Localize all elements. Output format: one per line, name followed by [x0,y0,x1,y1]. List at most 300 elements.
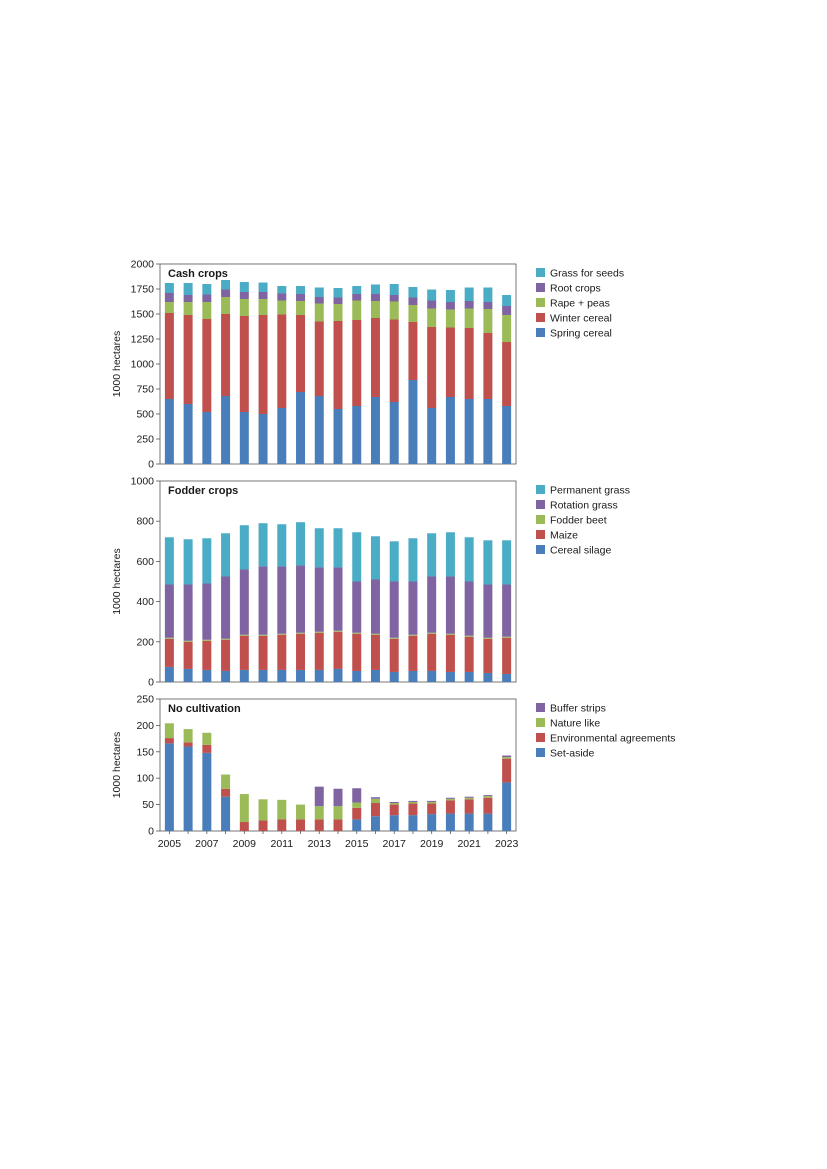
bar-segment-2017-buffer-strips [390,802,399,803]
y-tick-label: 1250 [130,333,154,346]
bar-segment-2021-rape-peas [465,309,474,329]
bar-segment-2005-root-crops [165,293,174,302]
bar-segment-2023-permanent-grass [502,540,511,584]
bar-segment-2011-grass-for-seeds [277,286,286,294]
bar-segment-2022-permanent-grass [483,540,492,584]
bar-segment-2005-grass-for-seeds [165,283,174,293]
bar-segment-2010-root-crops [259,292,268,299]
bar-segment-2016-permanent-grass [371,536,380,579]
bar-segment-2008-set-aside [221,797,230,831]
bar-segment-2020-fodder-beet [446,634,455,635]
bar-segment-2013-rotation-grass [315,567,324,631]
bar-segment-2012-root-crops [296,294,305,301]
bar-segment-2017-maize [390,639,399,672]
x-tick-label: 2011 [270,838,294,850]
bar-segment-2021-cereal-silage [465,672,474,682]
y-tick-label: 500 [136,408,154,421]
bar-segment-2015-set-aside [352,819,361,831]
bar-segment-2005-nature-like [165,723,174,738]
bar-segment-2016-grass-for-seeds [371,285,380,295]
bar-segment-2005-rape-peas [165,302,174,313]
bar-segment-2021-maize [465,637,474,672]
bar-segment-2016-rotation-grass [371,579,380,633]
bar-segment-2006-nature-like [184,729,193,742]
bar-segment-2014-spring-cereal [334,409,343,464]
panel-title: Fodder crops [168,485,239,497]
bar-segment-2022-rape-peas [483,309,492,333]
bar-segment-2020-cereal-silage [446,672,455,682]
bar-segment-2018-spring-cereal [408,380,417,464]
bar-segment-2013-grass-for-seeds [315,288,324,298]
x-tick-label: 2019 [420,838,444,850]
x-tick-label: 2015 [345,838,369,850]
bar-segment-2013-root-crops [315,297,324,304]
bar-segment-2017-rotation-grass [390,582,399,638]
bar-segment-2005-winter-cereal [165,313,174,399]
chart-panel-3 [111,694,675,851]
bar-segment-2018-fodder-beet [408,635,417,636]
bar-segment-2010-spring-cereal [259,414,268,464]
bar-segment-2023-nature-like [502,757,511,759]
bar-segment-2015-root-crops [352,294,361,301]
legend-entry: Rape + peas [550,297,610,310]
bar-segment-2023-set-aside [502,782,511,831]
bar-segment-2016-cereal-silage [371,670,380,682]
bar-segment-2005-spring-cereal [165,399,174,464]
bar-segment-2016-rape-peas [371,301,380,318]
bar-segment-2009-root-crops [240,292,249,299]
bar-segment-2010-rotation-grass [259,566,268,634]
x-tick-label: 2013 [307,838,331,850]
bar-segment-2006-grass-for-seeds [184,283,193,295]
y-tick-label: 1750 [130,283,154,296]
legend-entry: Environmental agreements [550,732,676,745]
bar-segment-2014-rotation-grass [334,567,343,630]
bar-segment-2008-rape-peas [221,297,230,314]
bar-segment-2021-winter-cereal [465,328,474,399]
bar-segment-2009-permanent-grass [240,525,249,569]
bar-segment-2005-set-aside [165,743,174,831]
bar-segment-2006-spring-cereal [184,404,193,464]
y-tick-label: 150 [136,746,154,759]
bar-segment-2019-permanent-grass [427,533,436,576]
bar-segment-2021-root-crops [465,301,474,309]
bar-segment-2014-winter-cereal [334,321,343,409]
bar-segment-2020-set-aside [446,814,455,831]
panel-title: Cash crops [168,268,228,280]
bar-segment-2008-permanent-grass [221,533,230,576]
bar-segment-2007-root-crops [202,295,211,303]
bar-segment-2009-grass-for-seeds [240,282,249,292]
legend-entry: Grass for seeds [550,267,625,280]
bar-segment-2007-nature-like [202,733,211,745]
bar-segment-2017-nature-like [390,803,399,805]
bar-segment-2015-fodder-beet [352,633,361,634]
bar-segment-2017-grass-for-seeds [390,284,399,295]
bar-segment-2019-rape-peas [427,309,436,328]
bar-segment-2022-cereal-silage [483,673,492,682]
bar-segment-2007-spring-cereal [202,412,211,464]
legend-swatch [536,718,545,727]
legend-entry: Maize [550,529,579,542]
bar-segment-2008-fodder-beet [221,639,230,640]
bar-segment-2021-fodder-beet [465,636,474,637]
legend-entry: Permanent grass [550,484,630,497]
bar-segment-2006-rape-peas [184,302,193,315]
y-tick-label: 2000 [130,258,154,271]
bar-segment-2010-permanent-grass [259,523,268,566]
bar-segment-2013-maize [315,633,324,670]
bar-segment-2023-root-crops [502,306,511,315]
chart-panel-1 [111,259,624,471]
bar-segment-2017-spring-cereal [390,402,399,464]
bar-segment-2011-cereal-silage [277,670,286,682]
bar-segment-2005-cereal-silage [165,667,174,682]
legend-swatch [536,298,545,307]
bar-segment-2011-rotation-grass [277,566,286,633]
bar-segment-2012-fodder-beet [296,633,305,634]
bar-segment-2011-rape-peas [277,301,286,315]
y-axis-title: 1000 hectares [111,548,123,615]
bar-segment-2006-maize [184,642,193,669]
x-tick-label: 2017 [382,838,406,850]
bar-segment-2011-fodder-beet [277,634,286,635]
bar-segment-2015-rape-peas [352,301,361,321]
bar-segment-2008-maize [221,640,230,671]
y-tick-label: 200 [136,636,154,649]
bar-segment-2014-cereal-silage [334,669,343,682]
legend-swatch [536,545,545,554]
bar-segment-2012-maize [296,634,305,670]
bar-segment-2012-nature-like [296,805,305,820]
bar-segment-2022-set-aside [483,814,492,831]
bar-segment-2010-nature-like [259,799,268,820]
legend-entry: Buffer strips [550,702,606,715]
bar-segment-2006-winter-cereal [184,315,193,404]
bar-segment-2023-rape-peas [502,315,511,342]
bar-segment-2011-environmental-agreements [277,819,286,831]
bar-segment-2013-winter-cereal [315,322,324,397]
legend-swatch [536,733,545,742]
y-tick-label: 1000 [130,358,154,371]
legend-swatch [536,485,545,494]
bar-segment-2008-cereal-silage [221,671,230,682]
bar-segment-2018-rape-peas [408,305,417,322]
bar-segment-2012-permanent-grass [296,522,305,565]
bar-segment-2012-environmental-agreements [296,819,305,831]
bar-segment-2016-fodder-beet [371,634,380,635]
bar-segment-2012-rape-peas [296,301,305,315]
bar-segment-2023-buffer-strips [502,756,511,758]
bar-segment-2016-environmental-agreements [371,803,380,816]
legend-swatch [536,500,545,509]
bar-segment-2015-environmental-agreements [352,808,361,820]
bar-segment-2012-cereal-silage [296,670,305,682]
x-tick-label: 2021 [457,838,481,850]
bar-segment-2005-environmental-agreements [165,738,174,743]
bar-segment-2014-fodder-beet [334,631,343,632]
bar-segment-2023-grass-for-seeds [502,295,511,306]
bar-segment-2019-winter-cereal [427,327,436,408]
bar-segment-2006-environmental-agreements [184,742,193,746]
bar-segment-2009-winter-cereal [240,316,249,412]
bar-segment-2019-set-aside [427,814,436,831]
y-tick-label: 250 [136,433,154,446]
bar-segment-2017-rape-peas [390,302,399,320]
bar-segment-2014-permanent-grass [334,528,343,567]
bar-segment-2015-cereal-silage [352,671,361,682]
bar-segment-2019-maize [427,634,436,671]
bar-segment-2018-grass-for-seeds [408,287,417,298]
bar-segment-2020-permanent-grass [446,532,455,576]
bar-segment-2022-fodder-beet [483,638,492,639]
bar-segment-2017-permanent-grass [390,541,399,581]
legend-entry: Root crops [550,282,601,295]
bar-segment-2015-spring-cereal [352,406,361,464]
bar-segment-2006-fodder-beet [184,641,193,642]
bar-segment-2021-environmental-agreements [465,799,474,813]
y-tick-label: 200 [136,719,154,732]
y-tick-label: 1000 [130,475,154,488]
panel-title: No cultivation [168,703,241,715]
y-tick-label: 0 [148,458,154,471]
bar-segment-2007-rotation-grass [202,584,211,640]
bar-segment-2010-maize [259,636,268,670]
bar-segment-2009-spring-cereal [240,412,249,464]
y-tick-label: 100 [136,772,154,785]
legend-entry: Spring cereal [550,327,612,340]
bar-segment-2017-set-aside [390,815,399,831]
bar-segment-2006-root-crops [184,295,193,302]
bar-segment-2019-rotation-grass [427,576,436,632]
chart-panel-2 [111,476,630,689]
bar-segment-2018-set-aside [408,815,417,831]
bar-segment-2020-rape-peas [446,310,455,328]
bar-segment-2007-cereal-silage [202,670,211,682]
bar-segment-2015-winter-cereal [352,320,361,406]
bar-segment-2015-maize [352,634,361,671]
bar-segment-2008-grass-for-seeds [221,280,230,290]
bar-segment-2019-cereal-silage [427,671,436,682]
bar-segment-2021-rotation-grass [465,582,474,636]
y-tick-label: 600 [136,555,154,568]
bar-segment-2013-cereal-silage [315,670,324,682]
bar-segment-2007-fodder-beet [202,640,211,641]
legend-entry: Fodder beet [550,514,607,527]
bar-segment-2017-root-crops [390,295,399,302]
bar-segment-2017-cereal-silage [390,672,399,682]
bar-segment-2016-maize [371,635,380,670]
bar-segment-2022-rotation-grass [483,585,492,638]
bar-segment-2020-root-crops [446,302,455,310]
bar-segment-2019-environmental-agreements [427,804,436,815]
bar-segment-2013-spring-cereal [315,396,324,464]
legend-entry: Cereal silage [550,544,612,557]
bar-segment-2011-nature-like [277,800,286,820]
legend-swatch [536,530,545,539]
bar-segment-2010-fodder-beet [259,635,268,636]
bar-segment-2019-grass-for-seeds [427,290,436,301]
legend-entry: Winter cereal [550,312,612,325]
bar-segment-2018-root-crops [408,298,417,306]
bar-segment-2017-winter-cereal [390,320,399,403]
bar-segment-2022-buffer-strips [483,795,492,796]
bar-segment-2007-rape-peas [202,302,211,319]
bar-segment-2017-fodder-beet [390,638,399,639]
bar-segment-2008-rotation-grass [221,576,230,638]
bar-segment-2007-permanent-grass [202,538,211,583]
bar-segment-2018-buffer-strips [408,801,417,802]
bar-segment-2022-winter-cereal [483,333,492,399]
bar-segment-2013-nature-like [315,806,324,819]
bar-segment-2008-root-crops [221,290,230,298]
bar-segment-2022-environmental-agreements [483,798,492,814]
bar-segment-2017-environmental-agreements [390,805,399,816]
bar-segment-2010-grass-for-seeds [259,283,268,293]
bar-segment-2013-rape-peas [315,304,324,322]
bar-segment-2011-root-crops [277,294,286,301]
bar-segment-2014-environmental-agreements [334,819,343,831]
bar-segment-2010-cereal-silage [259,670,268,682]
bar-segment-2018-permanent-grass [408,538,417,581]
bar-segment-2021-nature-like [465,798,474,800]
bar-segment-2020-grass-for-seeds [446,290,455,302]
legend-swatch [536,313,545,322]
bar-segment-2014-nature-like [334,806,343,819]
legend-swatch [536,283,545,292]
bar-segment-2014-grass-for-seeds [334,288,343,298]
bar-segment-2022-grass-for-seeds [483,288,492,303]
bar-segment-2008-environmental-agreements [221,789,230,797]
y-tick-label: 250 [136,693,154,706]
y-tick-label: 1500 [130,308,154,321]
bar-segment-2005-rotation-grass [165,585,174,638]
bar-segment-2007-winter-cereal [202,319,211,412]
bar-segment-2016-spring-cereal [371,397,380,464]
bar-segment-2009-rape-peas [240,299,249,316]
x-tick-label: 2007 [195,838,219,850]
bar-segment-2023-spring-cereal [502,406,511,464]
bar-segment-2009-fodder-beet [240,635,249,636]
legend-swatch [536,703,545,712]
bar-segment-2020-maize [446,635,455,672]
bar-segment-2015-permanent-grass [352,532,361,581]
bar-segment-2013-environmental-agreements [315,819,324,831]
bar-segment-2019-buffer-strips [427,801,436,802]
bar-segment-2016-buffer-strips [371,797,380,799]
bar-segment-2014-root-crops [334,298,343,305]
legend-entry: Set-aside [550,747,595,760]
bar-segment-2023-winter-cereal [502,342,511,406]
bar-segment-2021-set-aside [465,814,474,831]
x-tick-label: 2005 [157,838,182,850]
bar-segment-2019-spring-cereal [427,408,436,464]
bar-segment-2019-fodder-beet [427,633,436,634]
y-axis-title: 1000 hectares [111,731,123,799]
x-tick-label: 2023 [494,838,519,850]
bar-segment-2016-set-aside [371,816,380,831]
bar-segment-2018-rotation-grass [408,582,417,635]
y-tick-label: 400 [136,596,154,609]
bar-segment-2016-winter-cereal [371,318,380,397]
bar-segment-2022-nature-like [483,796,492,798]
bar-segment-2011-maize [277,635,286,670]
bar-segment-2019-root-crops [427,301,436,309]
bar-segment-2020-rotation-grass [446,576,455,633]
bar-segment-2016-root-crops [371,294,380,301]
y-tick-label: 750 [136,383,154,396]
bar-segment-2023-environmental-agreements [502,759,511,783]
bar-segment-2009-cereal-silage [240,670,249,682]
legend-swatch [536,328,545,337]
bar-segment-2009-environmental-agreements [240,822,249,831]
bar-segment-2022-maize [483,639,492,673]
bar-segment-2010-winter-cereal [259,315,268,414]
bar-segment-2009-nature-like [240,794,249,822]
y-tick-label: 0 [148,825,154,838]
bar-segment-2007-set-aside [202,753,211,831]
bar-segment-2018-environmental-agreements [408,804,417,816]
bar-segment-2006-rotation-grass [184,585,193,641]
legend-entry: Nature like [550,717,601,730]
legend-swatch [536,748,545,757]
bar-segment-2015-buffer-strips [352,788,361,802]
bar-segment-2014-maize [334,632,343,669]
bar-segment-2012-grass-for-seeds [296,286,305,294]
legend-swatch [536,515,545,524]
bar-segment-2022-root-crops [483,302,492,309]
bar-segment-2014-rape-peas [334,304,343,321]
bar-segment-2021-spring-cereal [465,399,474,464]
bar-segment-2009-maize [240,636,249,670]
y-axis-title: 1000 hectares [111,330,123,398]
bar-segment-2011-winter-cereal [277,315,286,409]
bar-segment-2005-fodder-beet [165,638,174,639]
bar-segment-2008-spring-cereal [221,396,230,464]
bar-segment-2006-cereal-silage [184,669,193,682]
bar-segment-2018-cereal-silage [408,671,417,682]
bar-segment-2006-set-aside [184,747,193,831]
bar-segment-2005-permanent-grass [165,537,174,584]
bar-segment-2011-spring-cereal [277,408,286,464]
bar-segment-2018-maize [408,636,417,671]
bar-segment-2015-nature-like [352,802,361,807]
bar-segment-2020-buffer-strips [446,798,455,799]
bar-segment-2023-cereal-silage [502,674,511,682]
bar-segment-2007-environmental-agreements [202,745,211,753]
bar-segment-2021-grass-for-seeds [465,288,474,302]
bar-segment-2012-rotation-grass [296,565,305,632]
x-tick-label: 2009 [232,838,256,850]
bar-segment-2023-maize [502,638,511,674]
bar-segment-2020-nature-like [446,799,455,801]
bar-segment-2014-buffer-strips [334,789,343,806]
bar-segment-2023-fodder-beet [502,637,511,638]
bar-segment-2010-environmental-agreements [259,820,268,831]
bar-segment-2012-spring-cereal [296,392,305,464]
bar-segment-2020-environmental-agreements [446,800,455,813]
bar-segment-2021-buffer-strips [465,797,474,798]
bar-segment-2009-rotation-grass [240,569,249,634]
bar-segment-2013-permanent-grass [315,528,324,567]
bar-segment-2021-permanent-grass [465,537,474,581]
bar-segment-2015-grass-for-seeds [352,286,361,294]
bar-segment-2013-fodder-beet [315,632,324,633]
bar-segment-2012-winter-cereal [296,315,305,392]
bar-segment-2008-winter-cereal [221,314,230,396]
bar-segment-2018-nature-like [408,802,417,804]
bar-segment-2011-permanent-grass [277,524,286,566]
